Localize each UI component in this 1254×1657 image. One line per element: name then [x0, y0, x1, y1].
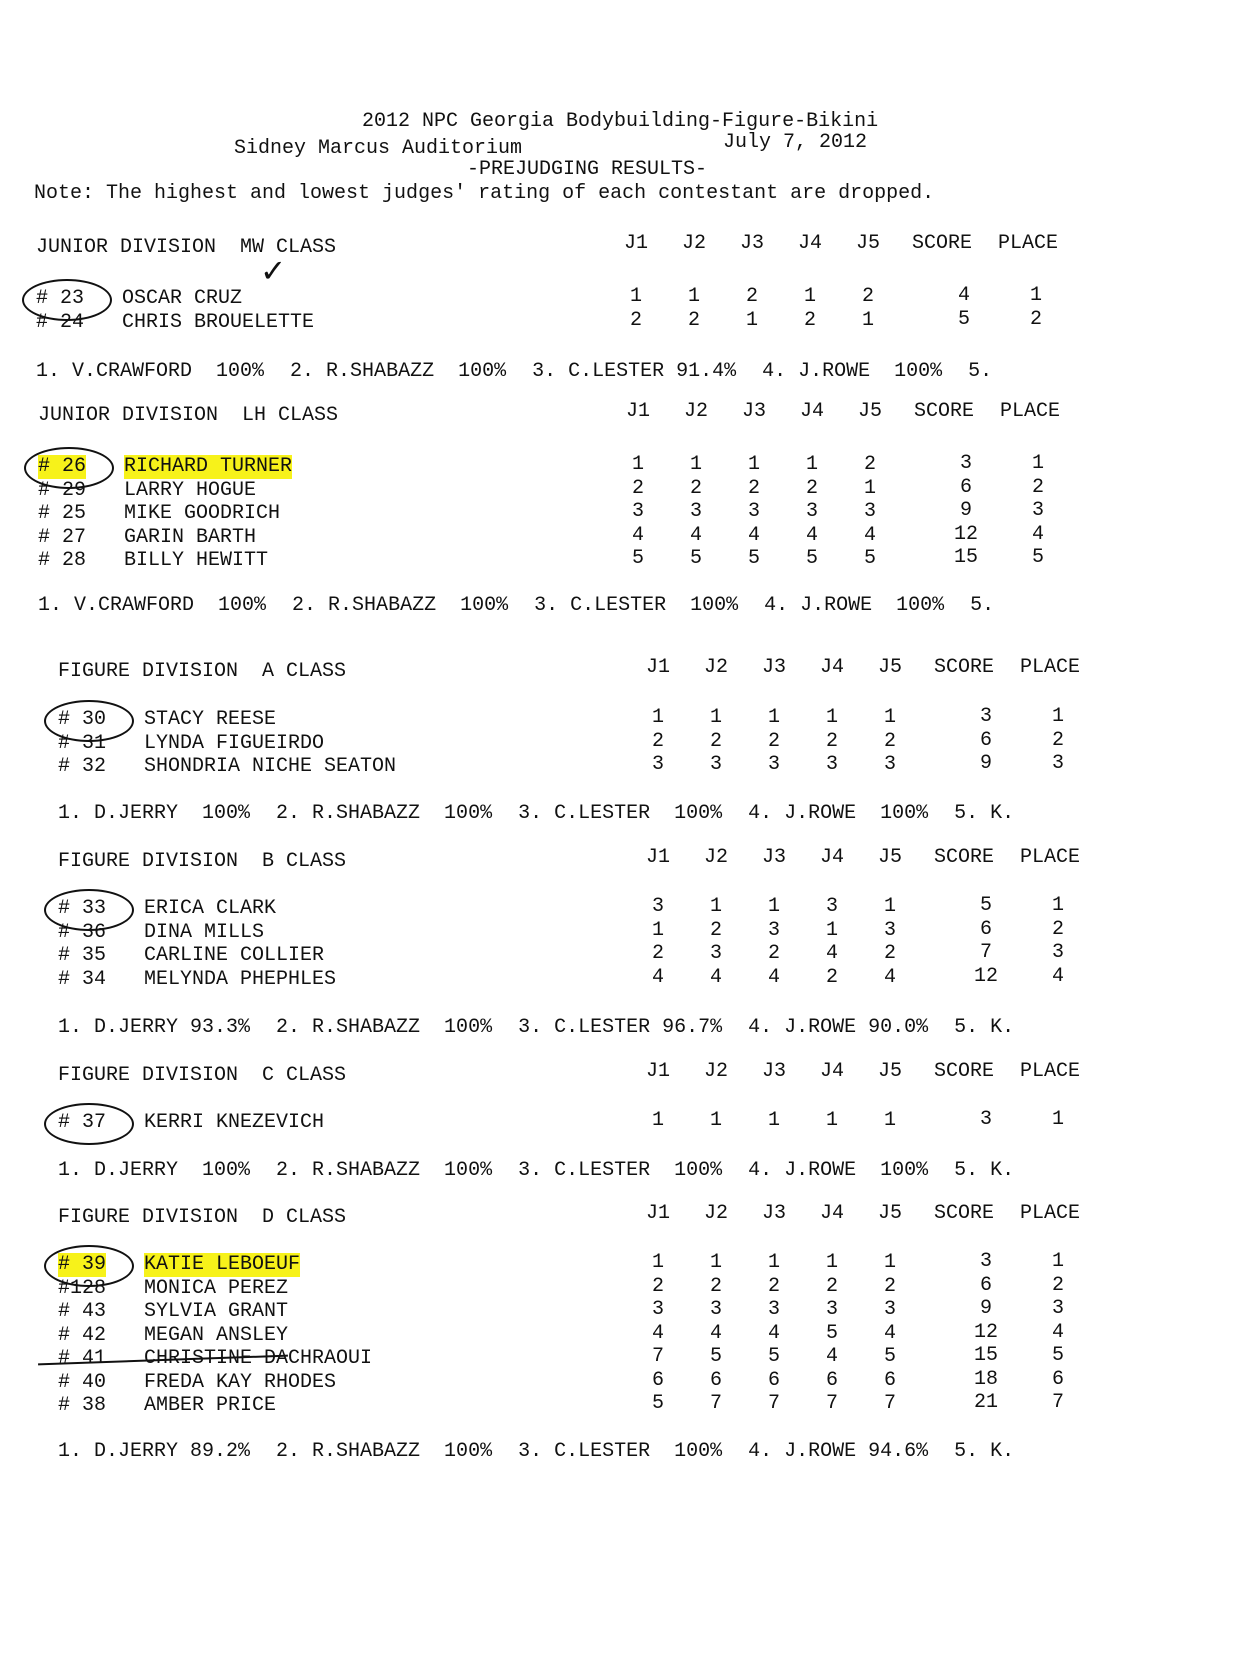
judge-score-j4: 1: [826, 918, 839, 942]
place: 3: [1052, 752, 1065, 775]
judge-score-j4: 4: [826, 1345, 839, 1368]
total-score: 5: [980, 894, 993, 917]
judge-score-j1: 7: [652, 1345, 665, 1368]
column-header-j4: J4: [820, 656, 845, 679]
judge-score-j4: 2: [826, 729, 839, 753]
contestant-number: # 32: [58, 755, 107, 778]
division-title: FIGURE DIVISION B CLASS: [58, 850, 347, 873]
column-header-place: PLACE: [1000, 400, 1061, 423]
column-header-j2: J2: [704, 1060, 729, 1083]
contestant-number: # 25: [38, 502, 87, 525]
place: 5: [1032, 546, 1045, 569]
judge-accuracy: 3. C.LESTER 91.4%: [532, 360, 737, 383]
judge-accuracy: 5. K.: [954, 802, 1015, 825]
contestant-number: # 26: [38, 455, 87, 478]
judge-score-j5: 4: [884, 1321, 897, 1345]
place: 7: [1052, 1391, 1065, 1414]
judge-score-j3: 4: [768, 965, 781, 989]
contestant-number: # 30: [58, 708, 107, 731]
column-header-j2: J2: [704, 1202, 729, 1225]
judge-score-j5: 2: [884, 1274, 897, 1298]
contestant-name: CHRIS BROUELETTE: [122, 310, 315, 334]
total-score: 12: [974, 1320, 999, 1344]
judge-score-j1: 2: [652, 1274, 665, 1298]
judge-accuracy: 3. C.LESTER 100%: [518, 802, 723, 825]
contestant-number: # 37: [58, 1111, 107, 1134]
judge-score-j2: 3: [710, 1298, 723, 1321]
judge-score-j5: 5: [864, 547, 877, 570]
judge-score-j5: 3: [884, 1298, 897, 1321]
judge-score-j4: 5: [806, 547, 819, 570]
document-title: 2012 NPC Georgia Bodybuilding-Figure-Bikini: [362, 110, 879, 133]
contestant-name: KATIE LEBOEUF: [144, 1253, 301, 1276]
judges-accuracy-line: [38, 594, 994, 618]
contestant-number: # 42: [58, 1323, 107, 1347]
column-header-j3: J3: [762, 656, 787, 679]
place: 1: [1052, 894, 1065, 917]
judge-score-j4: 4: [806, 523, 819, 547]
judge-accuracy: 1. D.JERRY 100%: [58, 802, 251, 825]
judge-score-j3: 3: [748, 500, 761, 523]
total-score: 15: [974, 1344, 999, 1367]
column-header-place: PLACE: [1020, 846, 1081, 869]
judge-score-j2: 2: [690, 476, 703, 500]
division-title: FIGURE DIVISION A CLASS: [58, 660, 347, 683]
judge-score-j3: 2: [768, 1274, 781, 1298]
judge-score-j1: 1: [652, 706, 665, 729]
judge-score-j5: 4: [884, 965, 897, 989]
judge-accuracy: 5. K.: [954, 1159, 1015, 1182]
judge-accuracy: 3. C.LESTER 96.7%: [518, 1016, 723, 1039]
total-score: 3: [980, 705, 993, 728]
total-score: 4: [958, 284, 971, 307]
judge-score-j1: 1: [652, 1251, 665, 1274]
contestant-number: # 40: [58, 1370, 107, 1394]
total-score: 9: [960, 499, 973, 522]
total-score: 3: [980, 1250, 993, 1273]
column-header-place: PLACE: [998, 232, 1059, 255]
contestant-name: LYNDA FIGUEIRDO: [144, 731, 325, 755]
judge-accuracy: 2. R.SHABAZZ 100%: [290, 360, 507, 383]
judge-score-j3: 4: [748, 523, 761, 547]
judge-score-j1: 2: [652, 942, 665, 965]
judge-score-j1: 1: [630, 285, 643, 308]
column-header-j5: J5: [858, 400, 883, 423]
total-score: 18: [974, 1367, 999, 1391]
judge-score-j5: 1: [884, 706, 897, 729]
judges-accuracy-line: [58, 1440, 1014, 1464]
judge-score-j3: 4: [768, 1321, 781, 1345]
judge-score-j5: 1: [884, 895, 897, 918]
contestant-number: # 31: [58, 731, 107, 755]
column-header-score: SCORE: [912, 232, 973, 255]
division-title: FIGURE DIVISION C CLASS: [58, 1064, 347, 1087]
contestant-name: DINA MILLS: [144, 920, 265, 944]
division-title: JUNIOR DIVISION MW CLASS: [36, 236, 337, 259]
judge-score-j4: 3: [826, 1298, 839, 1321]
judge-score-j5: 2: [864, 453, 877, 476]
column-header-j2: J2: [704, 656, 729, 679]
place: 1: [1052, 1250, 1065, 1273]
contestant-number: # 27: [38, 525, 87, 549]
judge-score-j1: 5: [632, 547, 645, 570]
judge-score-j5: 2: [884, 729, 897, 753]
judge-score-j2: 1: [710, 895, 723, 918]
judge-score-j4: 1: [826, 1251, 839, 1274]
column-header-j3: J3: [740, 232, 765, 255]
judges-accuracy-line: [58, 1159, 1014, 1183]
contestant-name: MIKE GOODRICH: [124, 502, 281, 525]
contestant-name: MEGAN ANSLEY: [144, 1323, 289, 1347]
column-header-j3: J3: [762, 1202, 787, 1225]
column-header-j1: J1: [646, 846, 671, 869]
total-score: 21: [974, 1391, 999, 1414]
judge-accuracy: 5. K.: [954, 1440, 1015, 1463]
judge-score-j1: 4: [652, 965, 665, 989]
contestant-number: #128: [58, 1276, 107, 1300]
judge-score-j3: 7: [768, 1392, 781, 1415]
judge-score-j4: 4: [826, 942, 839, 965]
judge-score-j4: 1: [826, 1109, 839, 1132]
place: 3: [1052, 941, 1065, 964]
contestant-name: RICHARD TURNER: [124, 455, 293, 478]
judge-score-j5: 4: [864, 523, 877, 547]
judge-score-j3: 1: [768, 1251, 781, 1274]
judge-accuracy: 4. J.ROWE 94.6%: [748, 1440, 929, 1463]
judge-score-j2: 3: [710, 753, 723, 776]
contestant-number: # 23: [36, 287, 85, 310]
contestant-name: GARIN BARTH: [124, 525, 257, 549]
column-header-j1: J1: [646, 1060, 671, 1083]
place: 1: [1032, 452, 1045, 475]
judge-score-j1: 2: [630, 308, 643, 332]
judge-score-j4: 6: [826, 1368, 839, 1392]
judge-score-j3: 2: [768, 942, 781, 965]
judge-score-j3: 3: [768, 1298, 781, 1321]
judge-score-j5: 3: [864, 500, 877, 523]
judge-score-j4: 2: [804, 308, 817, 332]
contestant-number: # 34: [58, 967, 107, 991]
judge-accuracy: 1. D.JERRY 93.3%: [58, 1016, 251, 1039]
total-score: 9: [980, 1297, 993, 1320]
judge-accuracy: 4. J.ROWE 100%: [762, 360, 943, 383]
judge-score-j3: 3: [768, 753, 781, 776]
total-score: 6: [980, 1273, 993, 1297]
division-title: JUNIOR DIVISION LH CLASS: [38, 404, 339, 427]
judge-score-j3: 3: [768, 918, 781, 942]
contestant-name: BILLY HEWITT: [124, 549, 269, 572]
judge-score-j4: 1: [826, 706, 839, 729]
column-header-place: PLACE: [1020, 1060, 1081, 1083]
judge-score-j4: 3: [826, 895, 839, 918]
total-score: 6: [960, 475, 973, 499]
total-score: 12: [974, 964, 999, 988]
judge-score-j5: 3: [884, 918, 897, 942]
judge-score-j4: 2: [826, 1274, 839, 1298]
contestant-name: SHONDRIA NICHE SEATON: [144, 755, 397, 778]
judge-score-j2: 4: [710, 965, 723, 989]
judge-accuracy: 4. J.ROWE 100%: [748, 1159, 929, 1182]
judge-accuracy: 3. C.LESTER 100%: [518, 1159, 723, 1182]
judge-score-j5: 3: [884, 753, 897, 776]
column-header-score: SCORE: [934, 656, 995, 679]
judge-accuracy: 3. C.LESTER 100%: [518, 1440, 723, 1463]
contestant-name: STACY REESE: [144, 708, 277, 731]
judge-accuracy: 5.: [970, 594, 995, 617]
column-header-score: SCORE: [934, 846, 995, 869]
contestant-name: CARLINE COLLIER: [144, 944, 325, 967]
judge-accuracy: 2. R.SHABAZZ 100%: [292, 594, 509, 617]
judge-score-j4: 1: [804, 285, 817, 308]
handwritten-checkmark-icon: ✓: [262, 252, 284, 293]
judge-score-j5: 1: [884, 1109, 897, 1132]
judge-score-j2: 7: [710, 1392, 723, 1415]
contestant-name: CHRISTINE DACHRAOUI: [144, 1347, 373, 1370]
contestant-name: KERRI KNEZEVICH: [144, 1111, 325, 1134]
contestant-number: # 24: [36, 310, 85, 334]
judge-score-j1: 2: [652, 729, 665, 753]
place: 2: [1052, 728, 1065, 752]
place: 4: [1032, 522, 1045, 546]
column-header-score: SCORE: [934, 1060, 995, 1083]
column-header-score: SCORE: [914, 400, 975, 423]
judge-score-j1: 4: [652, 1321, 665, 1345]
place: 1: [1052, 705, 1065, 728]
judge-score-j2: 6: [710, 1368, 723, 1392]
judge-score-j5: 6: [884, 1368, 897, 1392]
division-title: FIGURE DIVISION D CLASS: [58, 1206, 347, 1229]
place: 3: [1032, 499, 1045, 522]
judge-score-j4: 3: [806, 500, 819, 523]
judge-score-j2: 2: [710, 1274, 723, 1298]
contestant-number: # 29: [38, 478, 87, 502]
venue: Sidney Marcus Auditorium: [234, 137, 523, 160]
column-header-score: SCORE: [934, 1202, 995, 1225]
judge-score-j1: 1: [632, 453, 645, 476]
judge-score-j3: 2: [748, 476, 761, 500]
judge-score-j1: 6: [652, 1368, 665, 1392]
judge-score-j5: 5: [884, 1345, 897, 1368]
column-header-j1: J1: [646, 656, 671, 679]
judge-accuracy: 4. J.ROWE 100%: [764, 594, 945, 617]
total-score: 6: [980, 728, 993, 752]
column-header-j5: J5: [856, 232, 881, 255]
column-header-j2: J2: [684, 400, 709, 423]
judge-score-j2: 2: [710, 918, 723, 942]
judge-score-j2: 2: [710, 729, 723, 753]
judge-accuracy: 4. J.ROWE 90.0%: [748, 1016, 929, 1039]
document-subtitle: -PREJUDGING RESULTS-: [467, 158, 708, 181]
judge-score-j3: 5: [768, 1345, 781, 1368]
contestant-name: FREDA KAY RHODES: [144, 1370, 337, 1394]
judge-score-j5: 2: [884, 942, 897, 965]
column-header-place: PLACE: [1020, 656, 1081, 679]
column-header-j2: J2: [704, 846, 729, 869]
column-header-j1: J1: [624, 232, 649, 255]
place: 4: [1052, 1320, 1065, 1344]
total-score: 6: [980, 917, 993, 941]
judge-score-j2: 4: [710, 1321, 723, 1345]
judge-accuracy: 1. D.JERRY 89.2%: [58, 1440, 251, 1463]
place: 1: [1030, 284, 1043, 307]
judge-score-j3: 2: [746, 285, 759, 308]
judge-score-j3: 1: [768, 706, 781, 729]
judge-accuracy: 2. R.SHABAZZ 100%: [276, 1016, 493, 1039]
judge-score-j1: 3: [632, 500, 645, 523]
column-header-j4: J4: [820, 846, 845, 869]
column-header-j3: J3: [762, 846, 787, 869]
column-header-j5: J5: [878, 1202, 903, 1225]
judge-score-j2: 1: [688, 285, 701, 308]
place: 2: [1032, 475, 1045, 499]
judges-accuracy-line: [58, 1016, 1014, 1040]
judge-score-j2: 5: [690, 547, 703, 570]
column-header-j4: J4: [820, 1202, 845, 1225]
judge-score-j1: 3: [652, 753, 665, 776]
column-header-j3: J3: [762, 1060, 787, 1083]
column-header-j4: J4: [798, 232, 823, 255]
place: 5: [1052, 1344, 1065, 1367]
judge-accuracy: 2. R.SHABAZZ 100%: [276, 1440, 493, 1463]
contestant-number: # 36: [58, 920, 107, 944]
contestant-name: MONICA PEREZ: [144, 1276, 289, 1300]
judge-score-j3: 1: [768, 1109, 781, 1132]
judge-accuracy: 5.: [968, 360, 993, 383]
contestant-number: # 38: [58, 1394, 107, 1417]
place: 3: [1052, 1297, 1065, 1320]
column-header-j1: J1: [626, 400, 651, 423]
judge-score-j3: 6: [768, 1368, 781, 1392]
judge-score-j1: 3: [652, 1298, 665, 1321]
total-score: 5: [958, 307, 971, 331]
column-header-j4: J4: [800, 400, 825, 423]
column-header-j2: J2: [682, 232, 707, 255]
contestant-number: # 43: [58, 1300, 107, 1323]
place: 1: [1052, 1108, 1065, 1131]
judges-accuracy-line: [58, 802, 1014, 826]
judge-score-j2: 2: [688, 308, 701, 332]
event-date: July 7, 2012: [723, 131, 868, 154]
contestant-name: OSCAR CRUZ: [122, 287, 243, 310]
judge-score-j2: 4: [690, 523, 703, 547]
judge-score-j5: 1: [864, 476, 877, 500]
judge-accuracy: 5. K.: [954, 1016, 1015, 1039]
place: 2: [1052, 917, 1065, 941]
place: 2: [1052, 1273, 1065, 1297]
judge-score-j3: 5: [748, 547, 761, 570]
column-header-j1: J1: [646, 1202, 671, 1225]
judge-score-j2: 5: [710, 1345, 723, 1368]
judge-score-j2: 1: [710, 1251, 723, 1274]
judge-score-j1: 5: [652, 1392, 665, 1415]
judge-score-j1: 1: [652, 918, 665, 942]
judge-score-j2: 1: [710, 1109, 723, 1132]
contestant-name: ERICA CLARK: [144, 897, 277, 920]
place: 4: [1052, 964, 1065, 988]
judge-score-j4: 3: [826, 753, 839, 776]
judge-score-j1: 4: [632, 523, 645, 547]
judge-accuracy: 4. J.ROWE 100%: [748, 802, 929, 825]
total-score: 12: [954, 522, 979, 546]
judge-score-j3: 1: [746, 308, 759, 332]
judge-score-j4: 5: [826, 1321, 839, 1345]
contestant-number: # 39: [58, 1253, 107, 1276]
contestant-number: # 28: [38, 549, 87, 572]
judge-score-j1: 2: [632, 476, 645, 500]
judge-accuracy: 2. R.SHABAZZ 100%: [276, 802, 493, 825]
column-header-place: PLACE: [1020, 1202, 1081, 1225]
judge-score-j4: 1: [806, 453, 819, 476]
judge-score-j5: 1: [862, 308, 875, 332]
column-header-j5: J5: [878, 656, 903, 679]
total-score: 9: [980, 752, 993, 775]
judge-score-j5: 2: [862, 285, 875, 308]
scoring-note: Note: The highest and lowest judges' rating of each contestant are dropped.: [34, 182, 935, 205]
handwritten-circle: [44, 1103, 134, 1145]
contestant-name: LARRY HOGUE: [124, 478, 257, 502]
contestant-number: # 41: [58, 1347, 107, 1370]
judge-score-j2: 1: [710, 706, 723, 729]
column-header-j3: J3: [742, 400, 767, 423]
contestant-number: # 33: [58, 897, 107, 920]
judge-score-j4: 2: [806, 476, 819, 500]
judge-score-j1: 3: [652, 895, 665, 918]
judge-score-j5: 1: [884, 1251, 897, 1274]
judge-score-j4: 2: [826, 965, 839, 989]
judge-score-j4: 7: [826, 1392, 839, 1415]
judge-accuracy: 3. C.LESTER 100%: [534, 594, 739, 617]
place: 2: [1030, 307, 1043, 331]
contestant-number: # 35: [58, 944, 107, 967]
place: 6: [1052, 1367, 1065, 1391]
judge-score-j2: 1: [690, 453, 703, 476]
judge-score-j3: 1: [768, 895, 781, 918]
contestant-name: MELYNDA PHEPHLES: [144, 967, 337, 991]
judge-score-j3: 2: [768, 729, 781, 753]
judge-accuracy: 1. V.CRAWFORD 100%: [36, 360, 265, 383]
judge-score-j3: 1: [748, 453, 761, 476]
judge-score-j2: 3: [690, 500, 703, 523]
column-header-j5: J5: [878, 1060, 903, 1083]
judge-score-j5: 7: [884, 1392, 897, 1415]
contestant-name: AMBER PRICE: [144, 1394, 277, 1417]
judge-score-j1: 1: [652, 1109, 665, 1132]
total-score: 3: [980, 1108, 993, 1131]
total-score: 3: [960, 452, 973, 475]
column-header-j4: J4: [820, 1060, 845, 1083]
judge-accuracy: 1. V.CRAWFORD 100%: [38, 594, 267, 617]
judges-accuracy-line: [36, 360, 992, 384]
column-header-j5: J5: [878, 846, 903, 869]
judge-accuracy: 1. D.JERRY 100%: [58, 1159, 251, 1182]
judge-score-j2: 3: [710, 942, 723, 965]
judge-accuracy: 2. R.SHABAZZ 100%: [276, 1159, 493, 1182]
total-score: 15: [954, 546, 979, 569]
contestant-name: SYLVIA GRANT: [144, 1300, 289, 1323]
total-score: 7: [980, 941, 993, 964]
